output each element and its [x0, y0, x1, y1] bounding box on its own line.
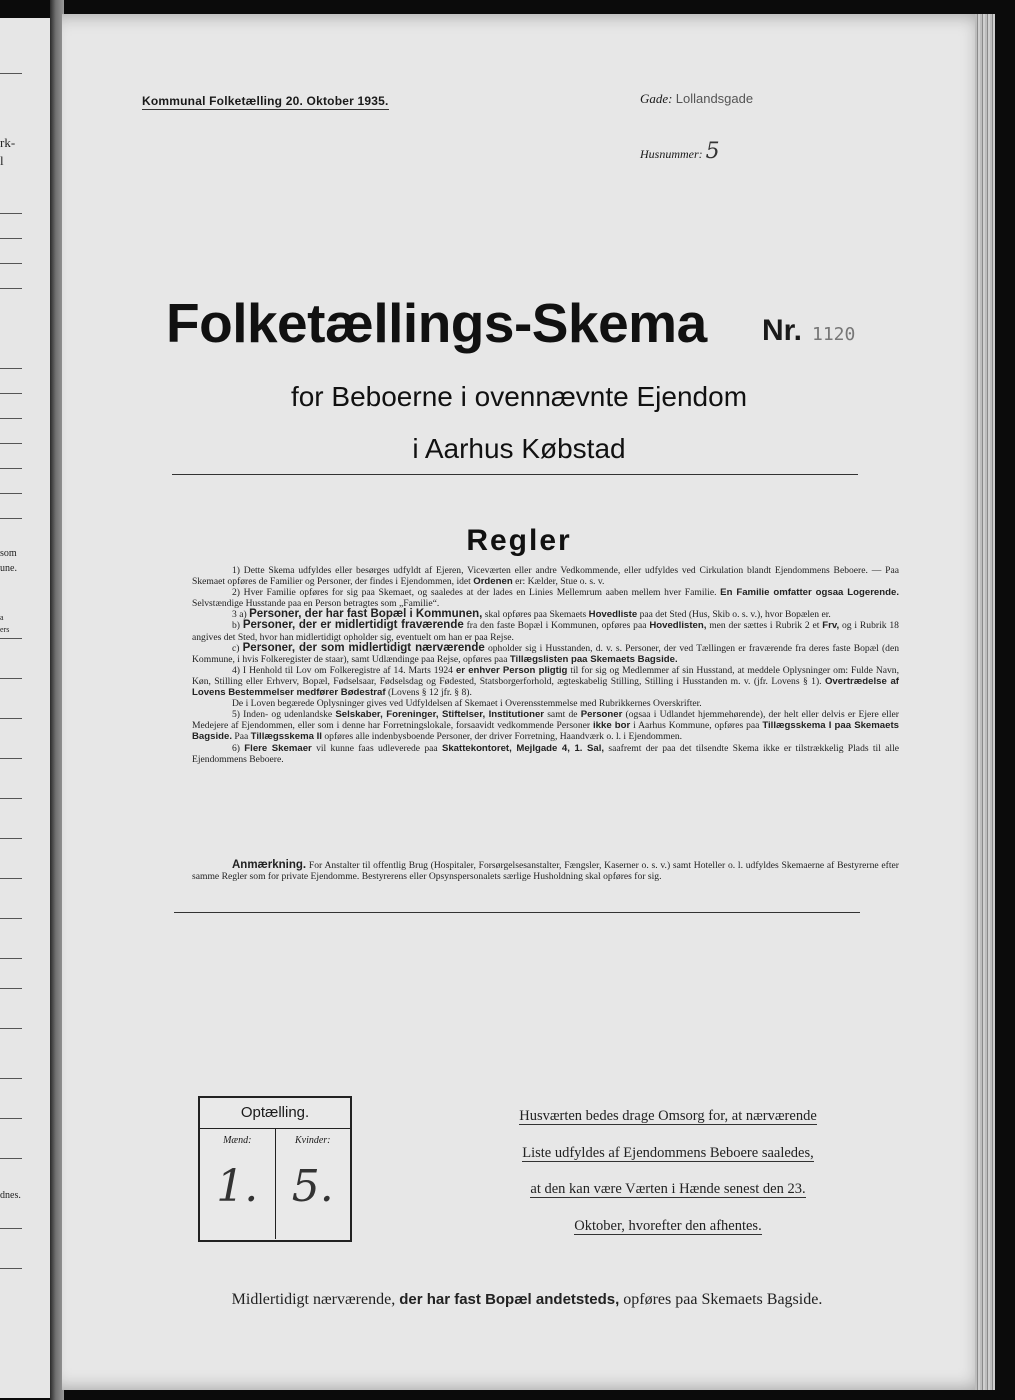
- rule-4-note: De i Loven begærede Oplysninger gives ved Udfyldelsen af Skemaet i Overensstemmelse med Rubrikkernes Overskrifter.: [232, 698, 702, 710]
- form-title: Folketællings-Skema: [166, 292, 707, 354]
- prev-page-line: [0, 1118, 22, 1119]
- prev-page-line: [0, 73, 22, 74]
- prev-page-line: [0, 678, 22, 679]
- rule-3c: c) Personer, der som midlertidigt nærværende opholder sig i Husstanden, d. v. s. Personer, der ved Tællingen er fraværende fra deres faste Bopæl (den Kommune, i hvis Folkeregister de staar), samt Udlændinge paa Rejse, opføres paa Tillægslisten paa Skemaets Bagside.: [192, 641, 900, 665]
- prev-page-line: [0, 638, 22, 639]
- house-number-field: [640, 139, 720, 164]
- prev-page-line: [0, 1268, 22, 1269]
- women-count-cell: [275, 1129, 351, 1239]
- census-form-page: [62, 14, 992, 1390]
- rules-heading: Regler: [466, 524, 572, 557]
- rule-6: 6) Flere Skemaer vil kunne faas udleverede paa Skattekontoret, Mejlgade 4, 1. Sal, saafremt der paa det tilsendte Skema ikke er tilstrækkelig Plads til alle Ejendommens Beboere.: [192, 742, 900, 765]
- divider: [174, 912, 860, 913]
- prev-page-line: [0, 918, 22, 919]
- prev-page-line: [0, 1228, 22, 1229]
- men-label: Mænd:: [223, 1135, 252, 1146]
- landlord-notice: Husværten bedes drage Omsorg for, at nærværende Liste udfyldes af Ejendommens Beboere saaledes, at den kan være Værten i Hænde senest den 23. Oktober, hvorefter den afhentes.: [519, 1108, 817, 1234]
- prev-page-line: [0, 213, 22, 214]
- prev-page-text: a: [0, 613, 4, 622]
- divider: [172, 474, 858, 475]
- rules-text: [192, 565, 899, 765]
- prev-page-line: [0, 878, 22, 879]
- remark-paragraph: [192, 860, 899, 882]
- prev-page-line: [0, 493, 22, 494]
- rule-3b: b) Personer, der er midlertidigt fraværende fra den faste Bopæl i Kommunen, opføres paa Hovedlisten, men der sættes i Rubrik 2 et Frv, og i Rubrik 18 angives det Sted, hvor han midlertidigt opholder sig, eventuelt om han er paa Rejse.: [192, 619, 899, 643]
- count-box: [198, 1096, 352, 1242]
- prev-page-text: une.: [0, 563, 17, 574]
- prev-page-line: [0, 1158, 22, 1159]
- prev-page-line: [0, 393, 22, 394]
- prev-page-line: [0, 468, 22, 469]
- form-number-stamp: 1120: [812, 324, 856, 345]
- remark-text: For Anstalter til offentlig Brug (Hospitaler, Forsørgelsesanstalter, Fængsler, Kaserner o. s. v.) samt Hoteller o. l. udfyldes Skemaerne af Bestyrerne efter samme Regler som for private Ejendomme. Bestyrerens eller Opsynspersonalets særlige Husholdning skal opføres for sig.: [192, 860, 899, 883]
- men-count: 1.: [216, 1161, 259, 1212]
- prev-page-line: [0, 238, 22, 239]
- women-count: 5.: [291, 1161, 334, 1212]
- prev-page-line: [0, 838, 22, 839]
- men-count-cell: [200, 1129, 275, 1239]
- prev-page-line: [0, 1028, 22, 1029]
- prev-page-text: dnes.: [0, 1190, 21, 1201]
- women-label: Kvinder:: [294, 1135, 331, 1146]
- rule-3a: 3 a) Personer, der har fast Bopæl i Kommunen, skal opføres paa Skemaets Hovedliste paa det Sted (Hus, Skib o. s. v.), hvor Bopælen er.: [232, 608, 831, 621]
- rule-5: 5) Inden- og udenlandske Selskaber, Foreninger, Stiftelser, Institutioner samt de Personer (ogsaa i Udlandet hjemmehørende), der helt eller delvis er Ejere eller Medejere af Ejendommen, eller som i denne har Forretningslokale, forsaavidt vedkommende Personer ikke bor i Aarhus Kommune, opføres paa Tillægsskema I paa Skemaets Bagside. Paa Tillægsskema II opføres alle indenbysboende Personer, der driver Forretning, Haandværk o. l. i Ejendommen.: [192, 709, 899, 743]
- prev-page-text: l: [0, 153, 4, 168]
- street-label: Gade:: [640, 91, 673, 106]
- rule-4: 4) I Henhold til Lov om Folkeregistre af 14. Marts 1924 er enhver Person pligtig til for sig og Medlemmer af sin Husstand, at meddele Oplysninger om: Fulde Navn, Køn, Stilling eller Erhverv, Bopæl, Fødselsaar, Fødselsdag og Fødested, Statsborgerforhold, ægteskabelig Stilling, Stilling i Husstanden m. v. (jfr. Lovens § 1). Overtrædelse af Lovens Bestemmelser medfører Bødestraf (Lovens § 12 jfr. § 8).: [192, 664, 899, 699]
- prev-page-line: [0, 718, 22, 719]
- prev-page-line: [0, 518, 22, 519]
- prev-page-line: [0, 418, 22, 419]
- prev-page-text: som: [0, 548, 17, 559]
- prev-page-line: [0, 263, 22, 264]
- subtitle-city: i Aarhus Købstad: [412, 433, 626, 464]
- remark-label: Anmærkning.: [232, 859, 307, 871]
- prev-page-text: ers: [0, 625, 10, 634]
- street-value: Lollandsgade: [675, 91, 754, 106]
- house-number-label: Husnummer:: [640, 147, 703, 161]
- prev-page-line: [0, 368, 22, 369]
- subtitle-residents: for Beboerne i ovennævnte Ejendom: [290, 381, 748, 412]
- prev-page-line: [0, 798, 22, 799]
- house-number-value: 5: [705, 139, 720, 164]
- census-header: Kommunal Folketælling 20. Oktober 1935.: [142, 94, 389, 108]
- page-stack-edge: [975, 14, 995, 1390]
- prev-page-line: [0, 988, 22, 989]
- prev-page-line: [0, 288, 22, 289]
- rule-2: 2) Hver Familie opføres for sig paa Skemaet, og saaledes at der lades en Linies Mellemrum aaben mellem hver Familie. En Familie omfatter ogsaa Logerende. Selvstændige Husstande paa en Person betragtes som „Familie“.: [192, 587, 899, 610]
- prev-page-line: [0, 1078, 22, 1079]
- count-heading: Optælling.: [200, 1098, 350, 1129]
- prev-page-text: rk-: [0, 135, 16, 150]
- prev-page-line: [0, 443, 22, 444]
- street-field: [640, 91, 753, 107]
- rule-1: 1) Dette Skema udfyldes eller besørges udfyldt af Ejeren, Viceværten eller andre Vedkommende, eller udfyldes ved Cirkulation blandt Ejendommens Beboere. — Paa Skemaet opføres de Familier og Personer, der findes i Ejendommen, idet Ordenen er: Kælder, Stue o. s. v.: [192, 565, 899, 588]
- prev-page-line: [0, 958, 22, 959]
- form-number-label: Nr.: [762, 314, 803, 347]
- prev-page-line: [0, 758, 22, 759]
- previous-page-edge: [0, 18, 52, 1398]
- footer-note: Midlertidigt nærværende, der har fast Bopæl andetsteds, opføres paa Skemaets Bagside.: [231, 1291, 823, 1308]
